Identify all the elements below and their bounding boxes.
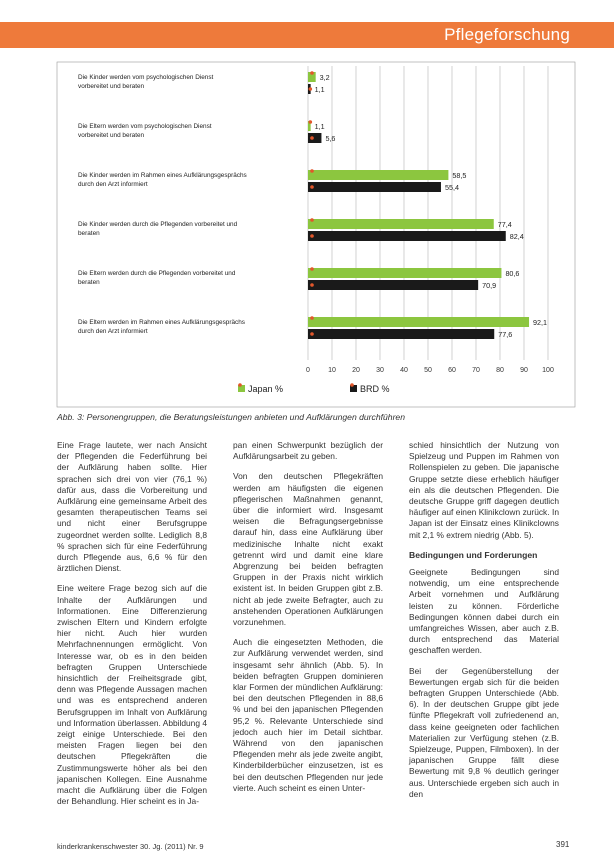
x-tick-label: 10 (328, 367, 336, 374)
legend-marker (238, 383, 242, 387)
category-label: Die Kinder werden vom psychologischen Dienst (78, 74, 214, 81)
x-tick-label: 80 (496, 367, 504, 374)
page-number: 391 (556, 840, 570, 849)
bar-brd (308, 182, 441, 192)
x-tick-label: 90 (520, 367, 528, 374)
bar-marker (310, 71, 314, 75)
legend-marker (350, 383, 354, 387)
x-tick-label: 100 (542, 367, 554, 374)
category-label: beraten (78, 279, 100, 286)
bar-value-label: 3,2 (319, 73, 330, 82)
body-paragraph: pan einen Schwerpunkt bezüglich der Aufklärungsarbeit zu geben. (233, 440, 383, 462)
x-tick-label: 70 (472, 367, 480, 374)
bar-marker (310, 218, 314, 222)
category-label: durch den Arzt informiert (78, 181, 148, 188)
bar-marker (310, 136, 314, 140)
body-paragraph: Auch die eingesetzten Methoden, die zur Aufklärung verwendet werden, sind insgesamt sehr ähnlich (Abb. 5). In beiden befragten Gruppen dominieren klar Formen der mündlichen Aufklärung: bei den deutschen Pflegenden in 88,6 % und bei den japanischen Pflegenden 95,2 %. Relevante Unterschiede sind jedoch auch hier im Detail sichtbar. Während von den japanischen Pflegenden mehr als jede zweite angibt, Kinderbilderbücher einzusetzen, ist es bei den deutschen Pflegenden nur jede vierte. Auch scheint es einen Unter- (233, 637, 383, 793)
figure-caption: Abb. 3: Personengruppen, die Beratungsleistungen anbieten und Aufklärungen durchführen (57, 412, 405, 422)
category-label: Die Kinder werden durch die Pflegenden vorbereitet und (78, 221, 238, 228)
bar-marker (310, 169, 314, 173)
bar-brd (308, 133, 321, 143)
bar-marker (310, 283, 314, 287)
section-title: Pflegeforschung (444, 25, 570, 44)
bar-marker (310, 234, 314, 238)
category-label: beraten (78, 230, 100, 237)
category-label: Die Eltern werden im Rahmen eines Aufklärungsgesprächs (78, 319, 245, 326)
x-tick-label: 20 (352, 367, 360, 374)
figure-bar-chart (0, 0, 614, 412)
body-paragraph: Geeignete Bedingungen sind notwendig, um eine entsprechende Arbeit vornehmen und Aufklärung leisten zu können. Förderliche Bedingungen können dabei durch ein umfangreiches Wissen, aber auch z.B. durch entsprechend das Material geschaffen werden. (409, 567, 559, 656)
bar-brd (308, 329, 494, 339)
text-column-2 (233, 440, 383, 803)
bar-japan (308, 219, 494, 229)
section-heading: Bedingungen und Forderungen (409, 549, 538, 560)
bar-value-label: 55,4 (444, 183, 459, 192)
bar-japan (308, 268, 501, 278)
x-tick-label: 60 (448, 367, 456, 374)
bar-marker (310, 332, 314, 336)
bar-value-label: 82,4 (509, 232, 524, 241)
category-label: Die Eltern werden vom psychologischen Dienst (78, 123, 212, 130)
bar-value-label: 70,9 (482, 281, 497, 290)
body-paragraph: schied hinsichtlich der Nutzung von Spielzeug und Puppen im Rahmen von Rollenspielen zu geben. Die japanische Gruppe setzte diese erheblich häufiger ein als die deutschen Pflegenden. Die deutsche Gruppe griff dagegen deutlich häufiger auf einen Klinikclown zurück. In Japan ist der Einsatz eines Klinikclowns mit 2,1 % extrem niedrig (Abb. 5). (409, 440, 559, 540)
bar-japan (308, 170, 448, 180)
bar-value-label: 5,6 (325, 134, 336, 143)
bar-marker (310, 185, 314, 189)
x-tick-label: 0 (306, 367, 310, 374)
bar-marker (310, 267, 314, 271)
bar-brd (308, 280, 478, 290)
bar-value-label: 58,5 (452, 171, 467, 180)
bar-value-label: 77,4 (497, 220, 512, 229)
bar-brd (308, 231, 506, 241)
body-paragraph: Eine weitere Frage bezog sich auf die Inhalte der Aufklärungen und Informationen. Eine Differenzierung zwischen Eltern und Kindern erfolgte hier nicht. Auch hier wurden Mehrfachnennungen ermöglicht. Von Interesse war, ob es in den beiden befragten Gruppen Unterschiede hinsichtlich der Freiheitsgrade gibt, denn was Pflegende Aussagen machen und was es entsprechend anderen Berufsgruppen im Inhalt von Aufklärung und Information überlassen. Abbildung 4 zeigt einige Unterschiede. Bei den meisten Fragen liegen bei den deutschen Pflegekräften die Zustimmungswerte höher als bei den japanischen Kollegen. Eine Ausnahme macht die Aufklärung über die Folgen der Behandlung. Hier scheint es in Ja- (57, 583, 207, 807)
legend-label: Japan % (248, 384, 284, 394)
category-label: durch den Arzt informiert (78, 328, 148, 335)
category-label: vorbereitet und beraten (78, 132, 145, 139)
bar-value-label: 80,6 (505, 269, 520, 278)
text-column-1 (57, 440, 207, 817)
body-paragraph: Bei der Gegenüberstellung der Bewertungen ergab sich für die beiden befragten Gruppen Unterschiede (Abb. 6). In der deutschen Gruppe gibt jede fünfte Pflegekraft voll zufriedenend an, dass keine geeigneten oder fachlichen Materialien zur Verfügung stehen (z.B. Spielzeuge, Puppen, Filmboxen). In der japanischen Gruppe fällt diese Bewertung mit 9,8 % deutlich geringer aus. Unterschiede ergeben sich auch in den (409, 665, 559, 799)
bar-value-label: 1,1 (314, 85, 325, 94)
bar-value-label: 92,1 (533, 318, 548, 327)
bar-japan (308, 317, 529, 327)
x-tick-label: 40 (400, 367, 408, 374)
category-label: vorbereitet und beraten (78, 83, 145, 90)
bar-marker (309, 87, 313, 91)
body-paragraph: Eine Frage lautete, wer nach Ansicht der Pflegenden die Federführung bei der Aufklärung haben sollte. Hier sprachen sich drei von vier (76,1 %) dafür aus, dass die Vorbereitung und Aufklärung eine gemeinsame Arbeit des gesamten therapeutischen Teams sei und nicht einer Berufsgruppe zugeordnet werden sollte. Lediglich 8,8 % sprachen sich für eine Federführung durch Pflegende aus, 6,6 % für den ärztlichen Dienst. (57, 440, 207, 574)
category-label: Die Kinder werden im Rahmen eines Aufklärungsgesprächs (78, 172, 247, 179)
bar-marker (310, 316, 314, 320)
footer-journal: kinderkrankenschwester 30. Jg. (2011) Nr. 9 (57, 842, 204, 851)
x-tick-label: 50 (424, 367, 432, 374)
body-paragraph: Von den deutschen Pflegekräften werden am häufigsten die eigenen pflegerischen Maßnahmen genannt, über die informiert wird. Insgesamt weisen die Befragungsergebnisse darauf hin, dass eine Aufklärung über medizinische Inhalte nicht exakt getrennt wird und damit eine klare Abgrenzung bei beiden befragten Gruppen in der Praxis nicht wirklich existent ist. In beiden Gruppen gibt z.B. nicht ab jede zweite Befragter, auch zu anstehenden Operationen Aufklärungen vorzunehmen. (233, 471, 383, 628)
bar-marker (309, 120, 313, 124)
legend-label: BRD % (360, 384, 390, 394)
category-label: Die Eltern werden durch die Pflegenden vorbereitet und (78, 270, 236, 277)
bar-value-label: 1,1 (314, 122, 325, 131)
bar-value-label: 77,6 (498, 330, 513, 339)
text-column-3 (409, 440, 559, 809)
x-tick-label: 30 (376, 367, 384, 374)
